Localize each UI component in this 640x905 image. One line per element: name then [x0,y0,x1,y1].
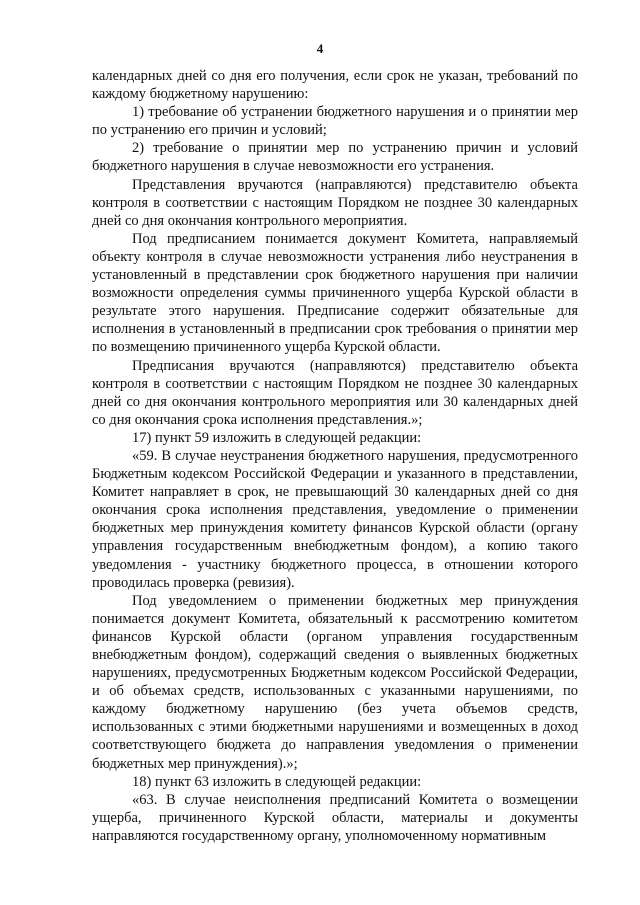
paragraph: Под предписанием понимается документ Комитета, направляемый объекту контроля в случае невозможности устранения либо неустранения в установленный в представлении срок бюджетного нарушения при наличии возможности определения суммы причиненного ущерба Курской области в результате этого нарушения. Предписание содержит обязательные для исполнения в установленный в предписании срок требования о принятии мер по возмещению причиненного ущерба Курской области. [92,230,578,356]
paragraph: 1) требование об устранении бюджетного нарушения и о принятии мер по устранению его причин и условий; [92,104,578,139]
paragraph: Под уведомлением о применении бюджетных мер принуждения понимается документ Комитета, обязательный к рассмотрению комитетом финансов Курской области (органом управления государственным внебюджетным фондом), содержащий сведения о выявленных бюджетных нарушениях, предусмотренных Бюджетным кодексом Российской Федерации, и об объемах средств, использованных с указанными нарушениями, по каждому бюджетному нарушению (без учета объемов средств, использованных с этими бюджетными нарушениями и возмещенных в доход соответствующего бюджета до направления уведомления о применении бюджетных мер принуждения).»; [92,592,578,772]
paragraph: 18) пункт 63 изложить в следующей редакции: [132,773,422,790]
paragraph: Предписания вручаются (направляются) представителю объекта контроля в соответствии с настоящим Порядком не позднее 30 календарных дней со дня окончания контрольного мероприятия или 30 календарных дней со дня окончания срока исполнения представления.»; [92,357,578,428]
paragraph: календарных дней со дня его получения, если срок не указан, требований по каждому бюджетному нарушению: [92,68,578,103]
paragraph: 2) требование о принятии мер по устранению причин и условий бюджетного нарушения в случае невозможности его устранения. [92,140,578,175]
document-body [92,67,578,845]
paragraph: Представления вручаются (направляются) представителю объекта контроля в соответствии с настоящим Порядком не позднее 30 календарных дней со дня окончания контрольного мероприятия. [92,176,578,229]
page-number: 4 [316,41,324,56]
paragraph: 17) пункт 59 изложить в следующей редакции: [132,429,422,446]
paragraph: «59. В случае неустранения бюджетного нарушения, предусмотренного Бюджетным кодексом Российской Федерации и указанного в представлении, Комитет направляет в срок, не превышающий 30 календарных дней со дня окончания срока исполнения представления, уведомление о применении бюджетных мер принуждения комитету финансов Курской области (органу управления государственным внебюджетным фондом), а копию такого уведомления - участнику бюджетного процесса, в отношении которого проводилась проверка (ревизия). [92,447,578,591]
paragraph: «63. В случае неисполнения предписаний Комитета о возмещении ущерба, причиненного Курской области, материалы и документы направляются государственному органу, уполномоченному нормативным [92,791,578,844]
